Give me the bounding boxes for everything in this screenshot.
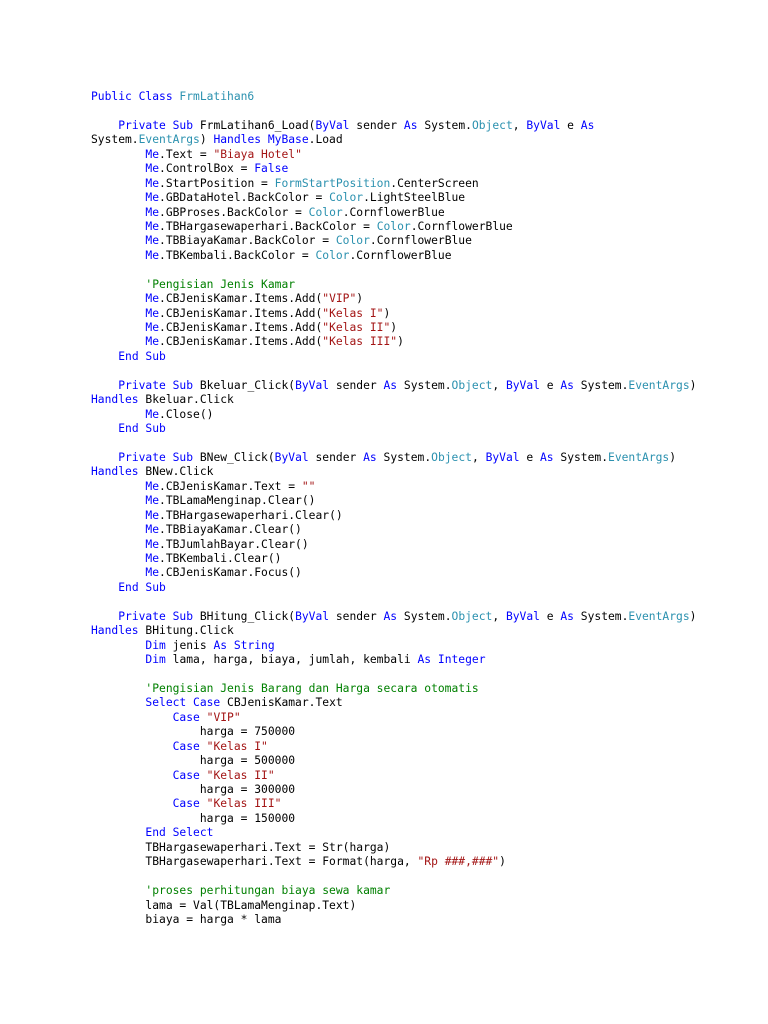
code-token: 'proses perhitungan biaya sewa kamar <box>145 884 391 898</box>
code-line <box>91 465 751 479</box>
code-indent <box>91 855 145 868</box>
code-token: "Kelas I" <box>322 306 384 320</box>
code-indent <box>91 162 145 175</box>
code-token: ) <box>356 292 364 306</box>
code-token: ByVal <box>526 118 561 132</box>
code-line <box>91 494 751 508</box>
code-line <box>91 711 751 725</box>
code-indent <box>91 350 118 363</box>
code-indent <box>91 538 145 551</box>
code-indent <box>91 653 145 666</box>
code-line <box>91 263 751 277</box>
code-token: CBJenisKamar.Text <box>227 696 343 710</box>
code-token: As <box>363 450 377 464</box>
code-line <box>91 812 751 826</box>
code-token: As <box>403 118 418 132</box>
code-token: .CBJenisKamar.Items.Add( <box>159 321 323 334</box>
code-token: Handles <box>91 624 146 638</box>
code-token: Dim <box>145 653 173 667</box>
code-token: .CornflowerBlue <box>342 205 445 219</box>
code-token: .TBHargasewaperhari.Clear() <box>159 508 343 522</box>
code-token: Me <box>145 306 160 320</box>
code-line <box>91 191 751 205</box>
code-indent <box>91 292 145 305</box>
code-line <box>91 595 751 609</box>
code-token: .CBJenisKamar.Items.Add( <box>159 335 323 349</box>
code-token: Case <box>172 768 207 782</box>
code-indent <box>91 725 200 738</box>
code-token: .TBKembali.BackColor = <box>159 248 316 262</box>
code-indent <box>91 581 118 594</box>
code-token: ) <box>390 321 398 334</box>
code-indent <box>91 682 145 695</box>
code-token: .TBKembali.Clear() <box>159 552 282 565</box>
code-indent <box>91 610 118 623</box>
code-line <box>91 307 751 321</box>
code-token: Me <box>145 248 160 262</box>
code-token: ByVal <box>295 609 330 623</box>
code-token: As Integer <box>417 653 486 667</box>
code-line <box>91 451 751 465</box>
code-line <box>91 292 751 306</box>
code-token: End Sub <box>118 349 166 363</box>
code-token: , <box>492 609 506 623</box>
code-line <box>91 639 751 653</box>
code-token: .GBDataHotel.BackColor = <box>159 191 330 205</box>
code-token: Me <box>145 292 160 306</box>
code-token: End Sub <box>118 422 166 436</box>
code-token: "Kelas II" <box>206 768 275 782</box>
code-token: System. <box>417 118 472 132</box>
code-token: .CornflowerBlue <box>349 248 452 262</box>
code-indent <box>91 509 145 522</box>
code-token: As <box>580 118 595 132</box>
code-token: Me <box>145 191 160 205</box>
code-line <box>91 841 751 855</box>
code-line <box>91 350 751 364</box>
code-token: .TBHargasewaperhari.BackColor = <box>159 219 377 233</box>
code-indent <box>91 234 145 247</box>
code-token: System. <box>573 609 629 623</box>
code-indent <box>91 566 145 579</box>
code-line <box>91 335 751 349</box>
code-token: Color <box>335 234 370 248</box>
code-line <box>91 90 751 104</box>
code-token: Me <box>145 479 160 493</box>
code-token: Color <box>329 191 364 205</box>
code-line <box>91 523 751 537</box>
code-token: End Select <box>145 826 214 840</box>
code-line <box>91 220 751 234</box>
code-line <box>91 696 751 710</box>
code-token: As <box>560 378 574 392</box>
code-indent <box>91 826 145 839</box>
code-line <box>91 610 751 624</box>
code-indent <box>91 769 173 782</box>
code-indent <box>91 220 145 233</box>
code-token: System. <box>376 450 432 464</box>
code-indent <box>91 191 145 204</box>
code-line <box>91 249 751 263</box>
code-token: EventArgs <box>138 133 200 147</box>
code-token: FrmLatihan6 <box>179 90 255 103</box>
code-token: System. <box>397 609 452 623</box>
code-indent <box>91 408 145 421</box>
code-token: ByVal <box>505 378 540 392</box>
code-line <box>91 177 751 191</box>
code-line <box>91 870 751 884</box>
code-token: ByVal <box>505 609 540 623</box>
code-token: False <box>254 162 289 176</box>
code-token: Case <box>172 710 207 724</box>
code-token: sender <box>329 609 384 623</box>
code-indent <box>91 552 145 565</box>
code-token: Me <box>145 552 160 565</box>
code-token: Me <box>145 407 160 421</box>
code-token: System. <box>91 133 139 147</box>
code-token: e <box>560 118 581 132</box>
code-token: FormStartPosition <box>274 176 391 190</box>
code-token: .CBJenisKamar.Items.Add( <box>159 306 323 320</box>
code-token: As <box>383 378 398 392</box>
code-token: EventArgs <box>628 378 690 392</box>
code-token: Me <box>145 176 160 190</box>
code-token: Bkeluar.Click <box>145 393 234 407</box>
code-indent <box>91 379 118 392</box>
code-token: Bkeluar_Click( <box>199 378 296 392</box>
code-token: , <box>471 450 486 464</box>
code-token: .TBJumlahBayar.Clear() <box>159 537 309 551</box>
code-token: Me <box>145 508 160 522</box>
code-token: .Load <box>308 133 343 147</box>
code-token: Handles <box>91 465 146 479</box>
code-indent <box>91 797 173 810</box>
code-token: Object <box>451 378 493 392</box>
code-token: .ControlBox = <box>159 162 255 176</box>
code-token: , <box>492 378 506 392</box>
code-token: Handles <box>91 393 146 407</box>
code-indent <box>91 335 145 348</box>
code-indent <box>91 278 145 291</box>
code-token: Me <box>145 234 160 248</box>
code-token: System. <box>573 378 629 392</box>
code-token: ) <box>689 609 697 623</box>
code-line <box>91 321 751 335</box>
code-token: .LightSteelBlue <box>363 191 466 205</box>
code-token: ) <box>199 133 214 147</box>
code-indent <box>91 639 145 652</box>
code-line <box>91 162 751 176</box>
code-token: ) <box>383 306 391 320</box>
code-line <box>91 148 751 162</box>
code-token: .StartPosition = <box>159 176 275 190</box>
code-token: .GBProses.BackColor = <box>159 205 309 219</box>
code-indent <box>91 119 118 132</box>
code-token: End Sub <box>118 580 166 594</box>
code-token: e <box>539 609 561 623</box>
code-token: Color <box>308 205 343 219</box>
code-token: Private Sub <box>118 118 200 132</box>
code-line <box>91 855 751 869</box>
code-token: harga = 500000 <box>199 754 296 768</box>
code-indent <box>91 696 145 709</box>
code-indent <box>91 899 145 912</box>
code-token: .Close() <box>159 407 214 421</box>
code-token: As <box>383 609 398 623</box>
code-token: harga = 150000 <box>199 811 296 825</box>
code-line <box>91 422 751 436</box>
code-indent <box>91 740 173 753</box>
code-token: Me <box>145 321 160 334</box>
code-token: .TBBiayaKamar.BackColor = <box>159 234 336 248</box>
code-token: sender <box>329 378 384 392</box>
code-line <box>91 740 751 754</box>
code-token: ByVal <box>315 118 350 132</box>
code-token: EventArgs <box>608 450 670 464</box>
code-token: EventArgs <box>628 609 690 623</box>
code-token: .CBJenisKamar.Text = <box>159 479 302 493</box>
code-token: Object <box>471 118 513 132</box>
code-line <box>91 899 751 913</box>
code-token: ) <box>499 855 506 869</box>
code-token: .CBJenisKamar.Items.Add( <box>159 292 323 306</box>
code-indent <box>91 422 118 435</box>
code-token: As String <box>213 638 275 652</box>
code-token: Me <box>145 335 160 349</box>
code-line <box>91 538 751 552</box>
code-token: System. <box>553 450 609 464</box>
code-token: ) <box>689 378 697 392</box>
code-token: Me <box>145 537 160 551</box>
code-token: "VIP" <box>206 710 241 724</box>
code-line <box>91 364 751 378</box>
code-line <box>91 884 751 898</box>
code-indent <box>91 812 200 825</box>
code-listing <box>91 90 751 927</box>
code-token: Select Case <box>145 696 228 710</box>
code-line <box>91 206 751 220</box>
code-line <box>91 509 751 523</box>
code-indent <box>91 783 200 796</box>
code-token: FrmLatihan6_Load( <box>199 118 316 132</box>
code-indent <box>91 307 145 320</box>
code-token: "Kelas III" <box>206 797 282 811</box>
code-line <box>91 379 751 393</box>
code-token: .CenterScreen <box>390 176 479 190</box>
code-indent <box>91 711 173 724</box>
code-token: Handles MyBase <box>213 133 309 147</box>
code-line <box>91 552 751 566</box>
code-line <box>91 581 751 595</box>
code-line <box>91 783 751 797</box>
code-token: Me <box>145 219 160 233</box>
code-token: TBHargasewaperhari.Text = Format(harga, <box>145 855 418 869</box>
code-line <box>91 826 751 840</box>
code-token: Me <box>145 162 160 176</box>
code-token: harga = 300000 <box>199 783 296 796</box>
code-token: e <box>519 450 540 464</box>
code-line <box>91 133 751 147</box>
code-token: 'Pengisian Jenis Kamar <box>145 277 296 291</box>
code-token: .CBJenisKamar.Focus() <box>159 566 302 580</box>
code-token: Private Sub <box>118 450 200 464</box>
code-token: ByVal <box>295 378 330 392</box>
code-line <box>91 797 751 811</box>
code-token: jenis <box>172 638 214 652</box>
code-line <box>91 480 751 494</box>
code-token: BNew_Click( <box>199 450 275 464</box>
code-token: sender <box>308 450 364 464</box>
code-indent <box>91 841 145 854</box>
code-token: Public Class <box>91 90 180 103</box>
code-indent <box>91 148 145 161</box>
code-indent <box>91 523 145 536</box>
code-token: "Rp ###,###" <box>417 855 500 869</box>
code-token: Me <box>145 494 160 508</box>
code-indent <box>91 177 145 190</box>
code-line <box>91 725 751 739</box>
code-line <box>91 408 751 422</box>
code-token: System. <box>397 378 452 392</box>
code-token: "Kelas I" <box>206 739 268 753</box>
code-token: Case <box>172 797 207 811</box>
code-token: "VIP" <box>322 292 357 306</box>
code-token: As <box>560 609 574 623</box>
code-line <box>91 624 751 638</box>
code-indent <box>91 913 145 926</box>
code-token: Me <box>145 523 160 537</box>
code-token: Dim <box>145 638 173 652</box>
code-token: Me <box>145 566 160 580</box>
code-line <box>91 393 751 407</box>
code-indent <box>91 321 145 334</box>
code-token: e <box>539 378 561 392</box>
code-line <box>91 668 751 682</box>
code-token: lama = Val(TBLamaMenginap.Text) <box>145 898 357 912</box>
code-line <box>91 234 751 248</box>
code-token: "Kelas III" <box>322 335 398 349</box>
code-line <box>91 437 751 451</box>
code-token: BHitung_Click( <box>199 609 296 623</box>
code-token: TBHargasewaperhari.Text = Str(harga) <box>145 840 391 854</box>
code-token: ByVal <box>274 450 309 464</box>
code-line <box>91 682 751 696</box>
code-token: ByVal <box>485 450 520 464</box>
code-token: .CornflowerBlue <box>410 219 513 233</box>
code-token: 'Pengisian Jenis Barang dan Harga secara otomatis <box>145 681 479 695</box>
code-token: As <box>539 450 554 464</box>
code-token: BHitung.Click <box>145 624 234 638</box>
code-line <box>91 754 751 768</box>
code-indent <box>91 249 145 262</box>
code-indent <box>91 754 200 767</box>
code-line <box>91 653 751 667</box>
code-token: , <box>512 118 527 132</box>
code-line <box>91 769 751 783</box>
code-token: lama, harga, biaya, jumlah, kembali <box>172 653 418 667</box>
code-line <box>91 278 751 292</box>
code-token: "Biaya Hotel" <box>213 147 302 161</box>
code-token: .TBLamaMenginap.Clear() <box>159 494 316 508</box>
code-line <box>91 913 751 927</box>
code-token: Color <box>315 248 350 262</box>
code-token: "" <box>301 479 316 493</box>
code-token: sender <box>349 118 404 132</box>
code-line <box>91 119 751 133</box>
code-token: BNew.Click <box>145 465 214 479</box>
code-line <box>91 104 751 118</box>
code-token: Case <box>172 739 207 753</box>
code-indent <box>91 494 145 507</box>
code-token: Me <box>145 205 160 219</box>
code-token: Private Sub <box>118 378 200 392</box>
code-token: "Kelas II" <box>322 321 391 334</box>
code-token: Color <box>376 219 411 233</box>
code-token: biaya = harga * lama <box>145 912 282 926</box>
code-token: .TBBiayaKamar.Clear() <box>159 523 302 537</box>
code-indent <box>91 206 145 219</box>
code-indent <box>91 451 118 464</box>
code-token: .Text = <box>159 147 214 161</box>
code-token: harga = 750000 <box>199 725 296 739</box>
code-line <box>91 566 751 580</box>
code-token: Me <box>145 147 160 161</box>
code-token: Object <box>431 450 472 464</box>
code-indent <box>91 884 145 897</box>
code-token: ) <box>397 335 404 349</box>
code-indent <box>91 480 145 493</box>
code-token: Object <box>451 609 493 623</box>
code-token: ) <box>669 450 677 464</box>
code-token: .CornflowerBlue <box>369 234 472 248</box>
code-token: Private Sub <box>118 609 200 623</box>
